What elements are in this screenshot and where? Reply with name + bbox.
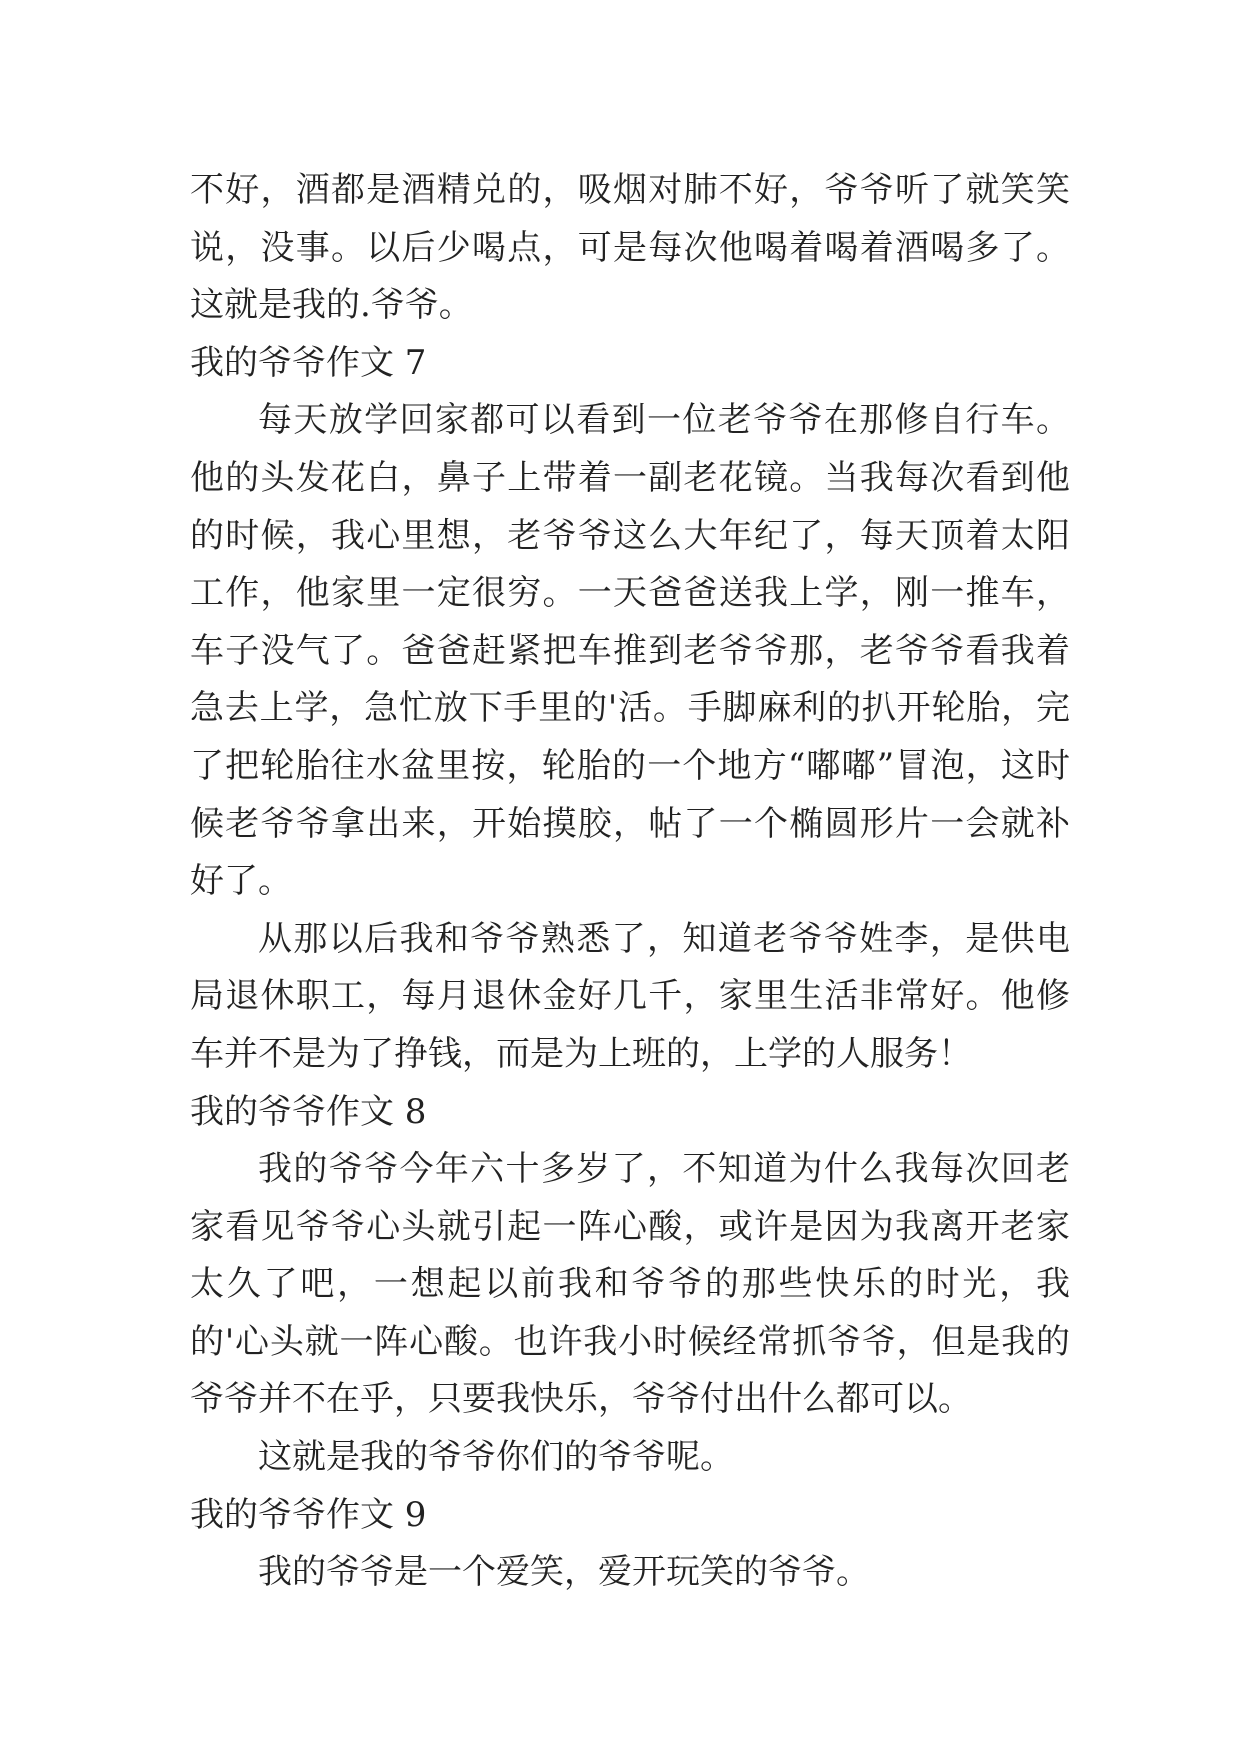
paragraph: 我的爷爷是一个爱笑，爱开玩笑的爷爷。 — [258, 1552, 870, 1593]
paragraph: 不好，酒都是酒精兑的，吸烟对肺不好，爷爷听了就笑笑说，没事。以后少喝点，可是每次他喝着喝着酒喝多了。这就是我的.爷爷。 — [190, 170, 1070, 326]
paragraph: 从那以后我和爷爷熟悉了，知道老爷爷姓李，是供电局退休职工，每月退休金好几千，家里生活非常好。他修车并不是为了挣钱，而是为上班的，上学的人服务！ — [190, 918, 1070, 1074]
paragraph: 每天放学回家都可以看到一位老爷爷在那修自行车。他的头发花白，鼻子上带着一副老花镜。当我每次看到他的时候，我心里想，老爷爷这么大年纪了，每天顶着太阳工作，他家里一定很穷。一天爸爸送我上学，刚一推车，车子没气了。爸爸赶紧把车推到老爷爷那，老爷爷看我着急去上学，急忙放下手里的'活。手脚麻利的扒开轮胎，完了把轮胎往水盆里按，轮胎的一个地方“嘟嘟”冒泡，这时候老爷爷拿出来，开始摸胶，帖了一个椭圆形片一会就补好了。 — [190, 400, 1070, 902]
section-heading: 我的爷爷作文 7 — [190, 342, 427, 383]
paragraph: 这就是我的爷爷你们的爷爷呢。 — [258, 1437, 734, 1478]
section-heading: 我的爷爷作文 8 — [190, 1091, 427, 1132]
section-heading: 我的爷爷作文 9 — [190, 1494, 427, 1535]
document-body — [190, 162, 1070, 1602]
paragraph: 我的爷爷今年六十多岁了，不知道为什么我每次回老家看见爷爷心头就引起一阵心酸，或许是因为我离开老家太久了吧，一想起以前我和爷爷的那些快乐的时光，我的'心头就一阵心酸。也许我小时候经常抓爷爷，但是我的爷爷并不在乎，只要我快乐，爷爷付出什么都可以。 — [190, 1149, 1070, 1420]
